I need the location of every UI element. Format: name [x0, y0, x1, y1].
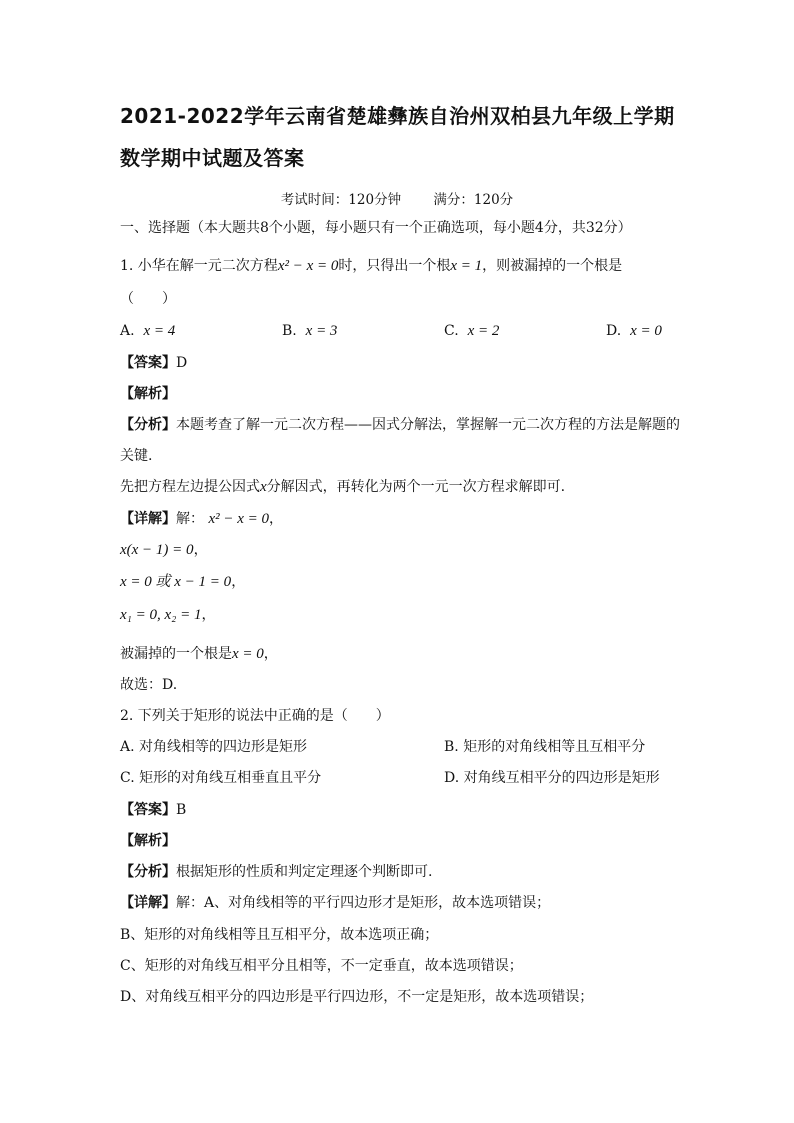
- q1-step-5-line: [120, 645, 278, 663]
- q2-xiangjie-d: D、对角线互相平分的四边形是平行四边形，不一定是矩形，故本选项错误；: [120, 989, 594, 1005]
- q1-option-d-label: D.: [606, 323, 622, 339]
- q1-fenxi-3b: 分解因式，再转化为两个一元一次方程求解即可.: [266, 479, 566, 495]
- section-header: 一、选择题（本大题共8个小题，每小题只有一个正确选项，每小题4分，共32分）: [120, 220, 632, 236]
- q2-fenxi-tag: 【分析】: [120, 864, 176, 880]
- q1-xiangjie-intro: 解：: [176, 511, 204, 527]
- q1-fenxi-line-2: 关键.: [120, 448, 153, 464]
- document-title-line-2: 数学期中试题及答案: [120, 146, 305, 170]
- q1-option-b-value: x = 3: [305, 323, 338, 339]
- q1-step-3: x = 0 或 x − 1 = 0: [120, 574, 232, 590]
- q1-step-2-line: [120, 541, 208, 559]
- exam-info: [0, 188, 794, 208]
- q1-step-4-line: [120, 606, 216, 624]
- q1-option-a-label: A.: [120, 323, 135, 339]
- q1-step-4-end: ，: [201, 607, 216, 623]
- q2-option-b: B. 矩形的对角线相等且互相平分: [444, 739, 646, 755]
- q1-fenxi-3x: x: [260, 479, 267, 495]
- question-1-stem: [120, 257, 622, 275]
- q2-xiangjie-c: C、矩形的对角线互相平分且相等，不一定垂直，故本选项错误；: [120, 958, 523, 974]
- q2-fenxi-text: 根据矩形的性质和判定定理逐个判断即可.: [176, 864, 433, 880]
- q2-option-a: A. 对角线相等的四边形是矩形: [120, 739, 308, 755]
- q1-answer: [120, 354, 187, 372]
- q2-xiangjie-tag: 【详解】: [120, 895, 176, 911]
- q1-fenxi-text-1: 本题考查了解一元二次方程——因式分解法，掌握解一元二次方程的方法是解题的: [176, 417, 680, 433]
- q1-paren: （ ）: [120, 291, 176, 307]
- q2-option-d: D. 对角线互相平分的四边形是矩形: [444, 770, 660, 786]
- exam-time: 考试时间：120分钟: [280, 192, 402, 208]
- q2-answer-tag: 【答案】: [120, 802, 176, 818]
- q1-option-d-value: x = 0: [630, 323, 662, 339]
- q1-option-c-label: C.: [444, 323, 459, 339]
- q2-fenxi-line: [120, 863, 432, 881]
- q1-step-2: x(x − 1) = 0: [120, 542, 194, 558]
- q1-answer-tag: 【答案】: [120, 355, 176, 371]
- q1-xiangjie-line: [120, 510, 283, 528]
- q1-step-3-line: [120, 573, 245, 591]
- q1-known-root: x = 1: [450, 258, 483, 274]
- q1-conclusion: 故选：D.: [120, 677, 178, 693]
- q1-stem-pre: 1. 小华在解一元二次方程: [120, 258, 278, 274]
- q2-xiangjie-b: B、矩形的对角线相等且互相平分，故本选项正确；: [120, 927, 439, 943]
- q2-xiangjie-a: 解：A、对角线相等的平行四边形才是矩形，故本选项错误；: [176, 895, 551, 911]
- q1-fenxi-line-3: [120, 478, 565, 496]
- q1-stem-mid: 时，只得出一个根: [338, 258, 451, 274]
- q1-option-b: [282, 322, 337, 340]
- q1-option-a: [120, 322, 175, 340]
- q1-option-d: [606, 322, 662, 340]
- q2-analysis-tag: 【解析】: [120, 833, 176, 849]
- question-2-stem: 2. 下列关于矩形的说法中正确的是（ ）: [120, 708, 390, 724]
- q1-fenxi-3a: 先把方程左边提公因式: [120, 479, 260, 495]
- q1-stem-post: ，则被漏掉的一个根是: [482, 258, 623, 274]
- q1-step-5-pre: 被漏掉的一个根是: [120, 646, 232, 662]
- q1-step-4: x₁ = 0, x₂ = 1: [120, 607, 202, 623]
- q2-answer-value: B: [176, 802, 187, 818]
- q1-option-b-label: B.: [282, 323, 297, 339]
- q1-option-c-value: x = 2: [467, 323, 500, 339]
- q1-step-5-val: x = 0: [232, 646, 264, 662]
- q2-option-c: C. 矩形的对角线互相垂直且平分: [120, 770, 322, 786]
- q1-step-3-end: ，: [231, 574, 246, 590]
- q1-option-a-value: x = 4: [143, 323, 176, 339]
- q1-step-5-end: ，: [263, 646, 278, 662]
- document-title-line-1: 2021-2022学年云南省楚雄彝族自治州双柏县九年级上学期: [120, 104, 675, 128]
- q1-equation: x² − x = 0: [277, 258, 339, 274]
- q2-answer: [120, 801, 186, 819]
- q1-answer-value: D: [176, 355, 188, 371]
- q1-fenxi-line-1: [120, 416, 680, 434]
- exam-score: 满分：120分: [433, 192, 514, 208]
- q2-xiangjie-line: [120, 894, 550, 912]
- q1-option-c: [444, 322, 499, 340]
- q1-step-1-end: ，: [269, 511, 284, 527]
- q1-fenxi-tag: 【分析】: [120, 417, 176, 433]
- q1-analysis-tag: 【解析】: [120, 386, 176, 402]
- q1-step-1: x² − x = 0: [208, 511, 270, 527]
- q1-xiangjie-tag: 【详解】: [120, 511, 176, 527]
- q1-step-2-end: ，: [193, 542, 208, 558]
